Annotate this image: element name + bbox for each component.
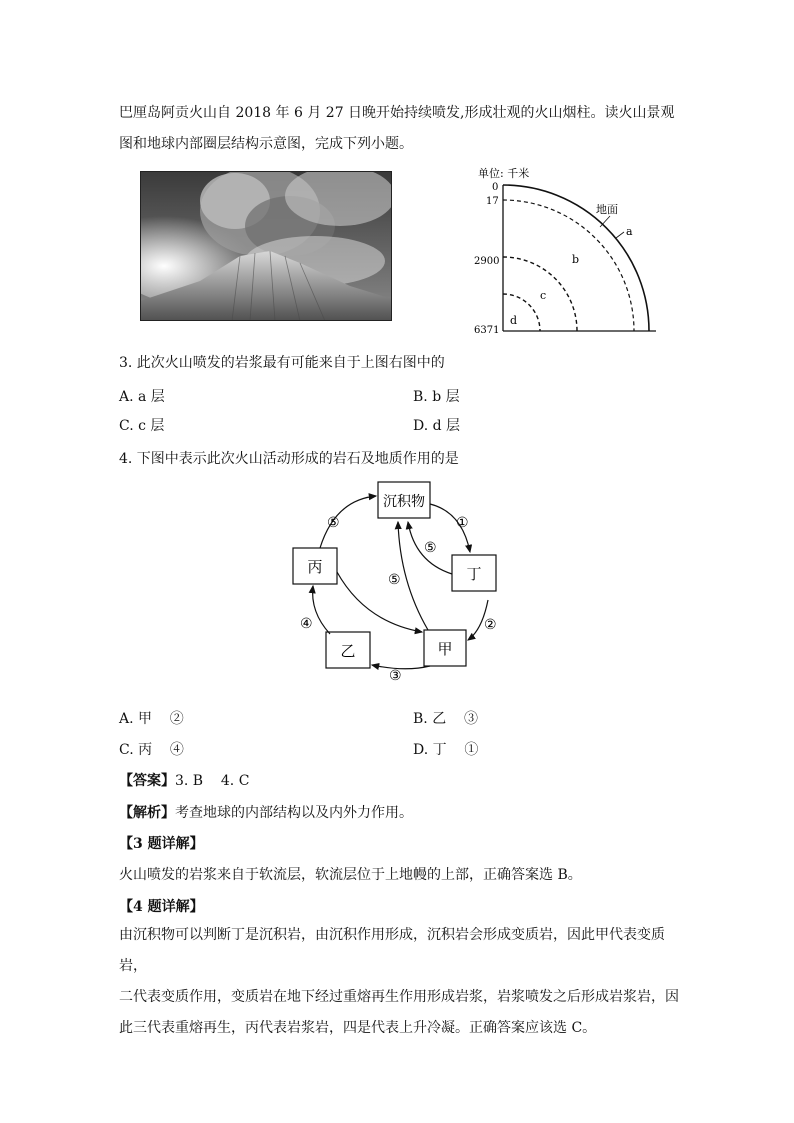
q4-detail-label: 【4 题详解】	[119, 899, 204, 915]
depth-6371: 6371	[474, 325, 500, 336]
q4-detail-line-1: 由沉积物可以判断丁是沉积岩，由沉积作用形成，沉积岩会形成变质岩，因此甲代表变质岩，	[119, 927, 665, 974]
depth-17: 17	[486, 196, 499, 207]
q4-detail-line-3: 此三代表重熔再生，丙代表岩浆岩，四是代表上升冷凝。正确答案应该选 C。	[119, 1020, 597, 1036]
arrow-label-1: ①	[456, 515, 469, 531]
inner-core-arc	[503, 294, 540, 331]
q3-detail-label: 【3 题详解】	[119, 836, 204, 852]
arrow-label-5-ding: ⑤	[424, 540, 437, 556]
analysis-line	[119, 802, 413, 822]
box-ding-label: 丁	[466, 565, 482, 583]
q4-option-d[interactable]: D. 丁 ①	[413, 742, 479, 758]
q4-option-a[interactable]: A. 甲 ②	[119, 711, 184, 727]
arrow-label-4: ④	[300, 616, 313, 632]
earth-layers-diagram	[470, 163, 670, 338]
layer-a: a	[626, 225, 633, 238]
box-bing-label: 丙	[307, 558, 323, 576]
q4-option-b[interactable]: B. 乙 ③	[413, 711, 478, 727]
answer-label: 【答案】	[119, 773, 175, 789]
arrow-label-2: ②	[484, 617, 497, 633]
analysis-label: 【解析】	[119, 805, 175, 821]
q3-detail-text: 火山喷发的岩浆来自于软流层，软流层位于上地幔的上部，正确答案选 B。	[119, 867, 582, 883]
volcano-photo	[140, 171, 392, 321]
depth-0: 0	[492, 182, 499, 193]
analysis-text: 考查地球的内部结构以及内外力作用。	[175, 805, 413, 821]
intro-text	[119, 98, 679, 160]
q4-option-c[interactable]: C. 丙 ④	[119, 742, 184, 758]
arrow-label-5-jia: ⑤	[388, 572, 401, 588]
intro-line-2: 图和地球内部圈层结构示意图，完成下列小题。	[119, 136, 413, 152]
intro-line-1: 巴厘岛阿贡火山自 2018 年 6 月 27 日晚开始持续喷发,形成壮观的火山烟柱。读火山景观	[119, 105, 675, 121]
box-jia-label: 甲	[437, 640, 453, 658]
q4-stem: 4. 下图中表示此次火山活动形成的岩石及地质作用的是	[119, 451, 459, 467]
moho-arc	[503, 200, 634, 331]
depth-2900: 2900	[474, 256, 500, 267]
answer-text: 3. B 4. C	[175, 773, 250, 789]
layer-b: b	[572, 253, 580, 266]
layer-c: c	[540, 289, 547, 302]
layer-d: d	[510, 314, 518, 327]
q3-stem: 3. 此次火山喷发的岩浆最有可能来自于上图右图中的	[119, 355, 445, 371]
q3-option-c[interactable]: C. c 层	[119, 418, 165, 434]
q4-detail-line-2: 二代表变质作用，变质岩在地下经过重熔再生作用形成岩浆，岩浆喷发之后形成岩浆岩，因	[119, 989, 679, 1005]
q3-option-a[interactable]: A. a 层	[119, 389, 165, 405]
arrow-label-3: ③	[389, 668, 402, 684]
rock-cycle-diagram	[280, 472, 510, 688]
q3-option-d[interactable]: D. d 层	[413, 418, 461, 434]
answer-line	[119, 770, 249, 790]
unit-label: 单位: 千米	[478, 167, 530, 180]
arrow-label-5-left: ⑤	[327, 515, 340, 531]
box-yi-label: 乙	[340, 642, 356, 660]
q3-option-b[interactable]: B. b 层	[413, 389, 460, 405]
q4-detail-text	[119, 920, 679, 1044]
surface-label: 地面	[596, 203, 618, 216]
box-sediment-label: 沉积物	[383, 494, 425, 510]
